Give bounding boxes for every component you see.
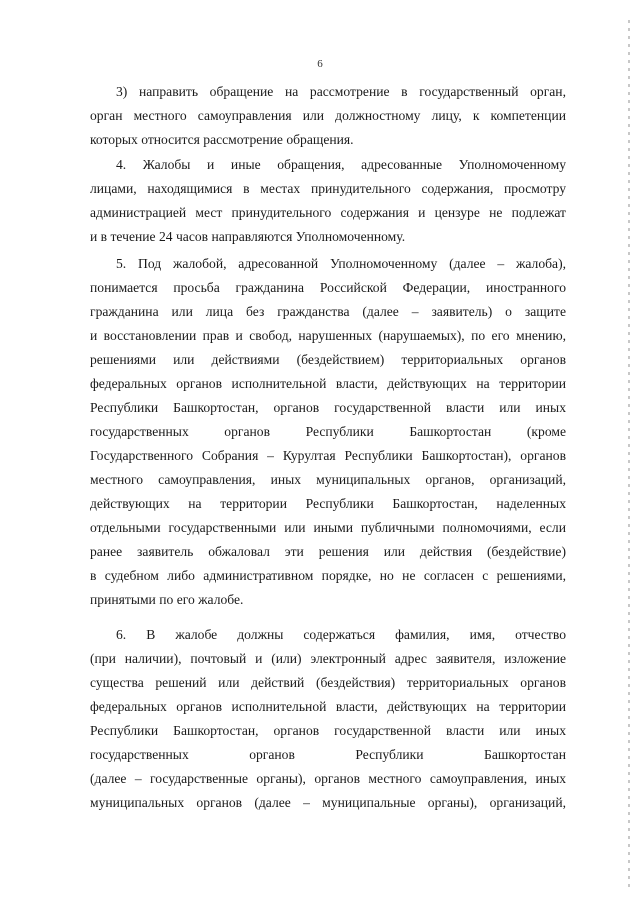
text-line: 6. В жалобе должны содержаться фамилия, имя, отчество — [116, 627, 566, 642]
text-line: (далее – государственные органы), органов местного самоуправления, иных — [90, 771, 566, 786]
text-line: действующих на территории Республики Башкортостан, наделенных — [90, 496, 566, 511]
text-line: федеральных органов исполнительной власти, действующих на территории — [90, 699, 566, 714]
scan-edge-mark — [628, 20, 630, 890]
text-line: орган местного самоуправления или должностному лицу, к компетенции — [90, 108, 566, 123]
text-line: в судебном либо административном порядке, но не согласен с решениями, — [90, 568, 566, 583]
text-line: Республики Башкортостан, органов государственной власти или иных — [90, 723, 566, 738]
text-line: существа решений или действий (бездействия) территориальных органов — [90, 675, 566, 690]
text-line: и в течение 24 часов направляются Уполномоченному. — [90, 229, 406, 244]
text-line: (при наличии), почтовый и (или) электронный адрес заявителя, изложение — [90, 651, 566, 666]
text-line: и восстановлении прав и свобод, нарушенных (нарушаемых), по его мнению, — [90, 328, 566, 343]
text-line: местного самоуправления, иных муниципальных органов, организаций, — [90, 472, 566, 487]
text-line: государственных органов Республики Башкортостан (кроме — [90, 424, 566, 439]
text-line: федеральных органов исполнительной власти, действующих на территории — [90, 376, 566, 391]
text-line: 4. Жалобы и иные обращения, адресованные Уполномоченному — [116, 157, 566, 172]
text-line: ранее заявитель обжаловал эти решения или действия (бездействие) — [90, 544, 566, 559]
text-line: лицами, находящимися в местах принудительного содержания, просмотру — [90, 181, 566, 196]
text-line: администрацией мест принудительного содержания и цензуре не подлежат — [90, 205, 566, 220]
text-line: 5. Под жалобой, адресованной Уполномоченному (далее – жалоба), — [116, 256, 566, 271]
text-line: принятыми по его жалобе. — [90, 592, 244, 607]
text-line: Государственного Собрания – Курултая Республики Башкортостан), органов — [90, 448, 566, 463]
text-line: муниципальных органов (далее – муниципальные органы), организаций, — [90, 795, 566, 810]
text-line: Республики Башкортостан, органов государственной власти или иных — [90, 400, 566, 415]
text-line: отдельными государственными или иными публичными полномочиями, если — [90, 520, 566, 535]
text-line: понимается просьба гражданина Российской Федерации, иностранного — [90, 280, 566, 295]
text-line: гражданина или лица без гражданства (далее – заявитель) о защите — [90, 304, 566, 319]
text-line: 3) направить обращение на рассмотрение в государственный орган, — [116, 84, 566, 99]
text-line: решениями или действиями (бездействием) территориальных органов — [90, 352, 566, 367]
page-number: 6 — [317, 58, 323, 70]
text-line: государственных органов Республики Башкортостан — [90, 747, 566, 762]
text-line: которых относится рассмотрение обращения. — [90, 132, 354, 147]
